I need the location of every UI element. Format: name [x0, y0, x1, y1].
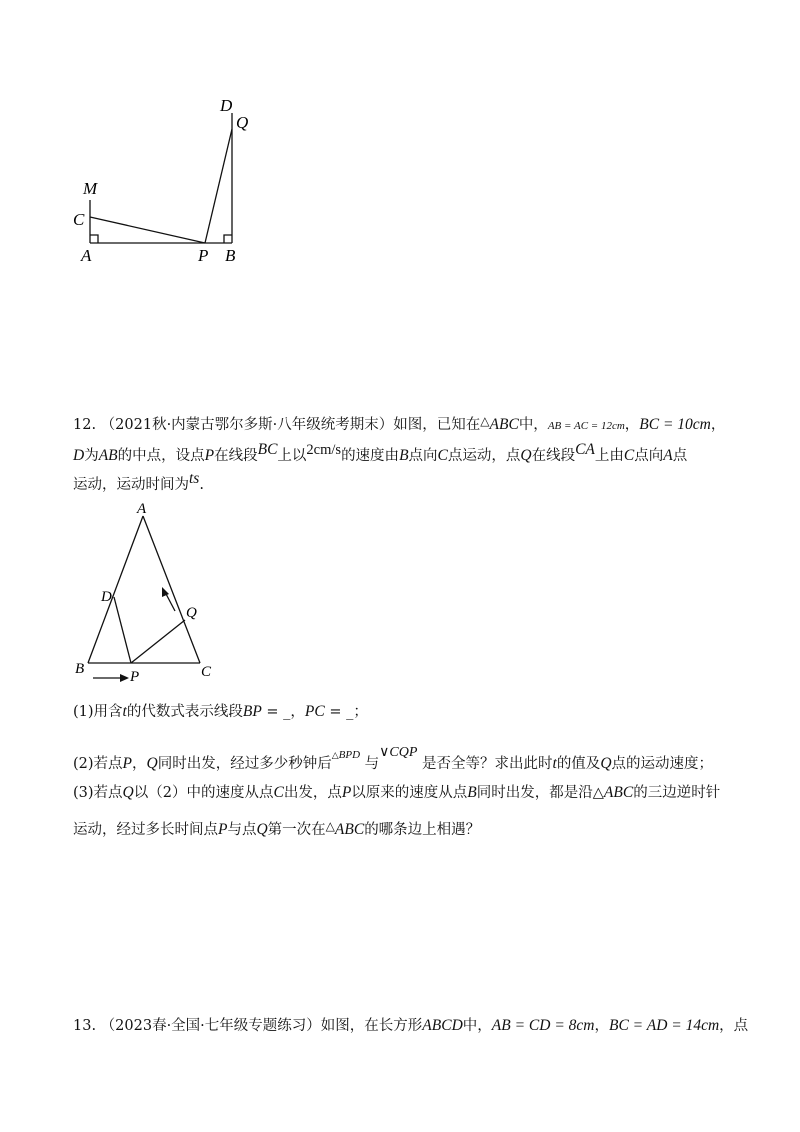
segment-pq [131, 620, 185, 663]
question-3-line-2: 运动，经过多长时间点P与点Q第一次在△ABC的哪条边上相遇？ [73, 819, 481, 838]
label-C: C [201, 664, 212, 680]
label-A: A [81, 246, 92, 265]
label-C: C [73, 210, 85, 229]
segment-dp [114, 597, 131, 663]
problem-12-line-2: D为AB的中点，设点P在线段BC上以2cm/s的速度由B点向C点运动，点Q在线段CA上由C点向A点 [73, 441, 688, 464]
label-Q: Q [186, 605, 197, 621]
label-P: P [198, 246, 209, 265]
problem-12-line-3: 运动，运动时间为ts. [73, 470, 204, 493]
arrow-q-head [162, 587, 169, 597]
label-B: B [225, 246, 236, 265]
segment-cp [90, 217, 205, 243]
segment-pq [205, 129, 232, 243]
question-1: (1)用含t的代数式表示线段BP = _，PC = _； [73, 703, 368, 720]
problem-source: （2023春·全国·七年级专题练习） [100, 1018, 321, 1034]
segment-ab [88, 516, 143, 663]
figure-triangle-abc [0, 500, 300, 690]
problem-number: 12. [73, 417, 97, 433]
label-P: P [130, 669, 140, 685]
label-Q: Q [236, 113, 249, 132]
problem-13-line-1: 13. （2023春·全国·七年级专题练习）如图，在长方形ABCD中，AB = CD = 8cm，BC = AD = 14cm，点 [73, 1017, 749, 1034]
label-M: M [83, 179, 98, 198]
label-D: D [101, 589, 112, 605]
label-B: B [75, 661, 85, 677]
segment-ac [143, 516, 200, 663]
arrow-p-head [120, 674, 129, 682]
problem-12-line-1: 12. （2021秋·内蒙古鄂尔多斯·八年级统考期末）如图，已知在△ABC中，AB = AC = 12cm，BC = 10cm， [73, 414, 726, 433]
label-A: A [137, 501, 147, 517]
problem-source: （2021秋·内蒙古鄂尔多斯·八年级统考期末） [100, 417, 394, 433]
figure-rectangle-motion [0, 0, 800, 280]
question-3-line-1: (3)若点Q以（2）中的速度从点C出发，点P以原来的速度从点B同时出发，都是沿△ABC的三边逆时针 [73, 784, 721, 801]
right-angle-a [90, 235, 98, 243]
problem-number: 13. [73, 1018, 97, 1034]
label-D: D [220, 96, 233, 115]
right-angle-b [224, 235, 232, 243]
question-2: (2)若点P，Q同时出发，经过多少秒钟后$^{\triangle BPD}$ 与∨CQP 是否全等？求出此时t的值及Q点的运动速度； [73, 744, 714, 772]
